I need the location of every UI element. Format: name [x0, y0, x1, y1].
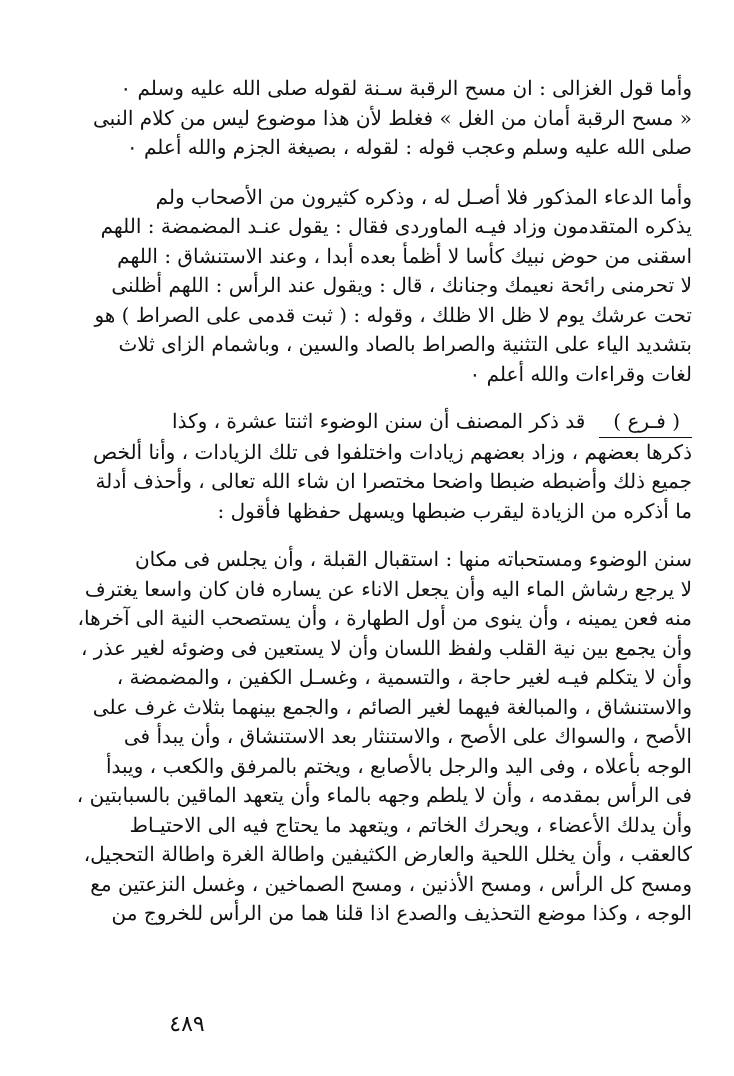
text-line: وأما الدعاء المذكور فلا أصـل له ، وذكره كثيرون من الأصحاب ولم: [155, 184, 692, 209]
text-line: ما أذكره من الزيادة ليقرب ضبطها ويسهل حفظها فأقول :: [217, 498, 692, 523]
paragraph-dua: [72, 183, 692, 390]
text-line: والاستنشاق ، والمبالغة فيهما لغير الصائم ، والجمع بينهما بثلاث غرف على: [92, 694, 692, 719]
text-line: كالعقب ، وأن يخلل اللحية والعارض الكثيفين واطالة الغرة واطالة التحجيل،: [83, 842, 692, 866]
far-first-line-text: قد ذكر المصنف أن سنن الوضوء اثنتا عشرة ، وكذا: [172, 409, 586, 433]
text-line: اسقنى من حوض نبيك كأسا لا أظمأ بعده أبدا ، وعند الاستنشاق : اللهم: [117, 243, 692, 268]
text-line: بتشديد الياء على التثنية والصراط بالصاد والسين ، وباشمام الزاى ثلاث: [118, 332, 692, 356]
text-line: وأن يجمع بين نية القلب ولفظ اللسان وأن لا يستعين فى وضوئه لغير عذر ،: [80, 635, 692, 660]
paragraph-sunan: [72, 545, 692, 929]
text-line: لا يرجع رشاش الماء اليه وأن يجعل الاناء عن يساره فان كان واسعا يغترف: [84, 576, 692, 601]
text-line: وأن يدلك الأعضاء ، ويحرك الخاتم ، ويتعهد ما يحتاج فيه الى الاحتيـاط: [129, 812, 692, 837]
text-line: وأما قول الغزالى : ان مسح الرقبة سـنة لقوله صلى الله عليه وسلم ٠: [120, 76, 692, 100]
text-line: منه فعن يمينه ، وأن ينوى من أول الطهارة ، وأن يستصحب النية الى آخرها،: [77, 606, 692, 630]
text-line: ومسح كل الرأس ، ومسح الأذنين ، ومسح الصماخين ، وغسل النزعتين مع: [90, 871, 692, 896]
text-line: الوجه ، وكذا موضع التحذيف والصدع اذا قلنا هما من الرأس للخروج من: [111, 901, 692, 925]
text-line: الوجه بأعلاه ، وفى اليد والرجل بالأصابع ، ويختم بالمرفق والكعب ، ويبدأ: [105, 753, 692, 778]
paragraph-ghazali: [72, 74, 692, 163]
text-line: الأصح ، والسواك على الأصح ، والاستنثار بعد الاستنشاق ، وأن يبدأ فى: [123, 724, 692, 748]
text-line: يذكره المتقدمون وزاد فيـه الماوردى فقال : يقول عنـد المضمضة : اللهم: [100, 214, 692, 238]
text-line: جميع ذلك وأضبطه ضبطا واضحا مختصرا ان شاء الله تعالى ، وأحذف أدلة: [95, 469, 692, 493]
text-line: ذكرها بعضهم ، وزاد بعضهم زيادات واختلفوا فى تلك الزيادات ، وأنا ألخص: [93, 439, 692, 464]
text-line: لغات وقراءات والله أعلم ٠: [469, 361, 692, 386]
text-line: لا تحرمنى رائحة نعيمك وجنانك ، قال : ويقول عند الرأس : اللهم أظلنى: [111, 273, 692, 297]
text-line: سنن الوضوء ومستحباته منها : استقبال القبلة ، وأن يجلس فى مكان: [134, 547, 692, 571]
text-line: تحت عرشك يوم لا ظل الا ظلك ، وقوله : ( ثبت قدمى على الصراط ) هو: [94, 302, 692, 327]
text-line: فى الرأس بمقدمه ، وأن لا يلطم وجهه بالماء وأن يتعهد الماقين بالسبابتين ،: [76, 783, 692, 807]
page-text: [72, 74, 692, 929]
paragraph-far: [72, 407, 692, 526]
text-line: [72, 407, 692, 438]
section-label-far: ( فـرع ): [599, 407, 692, 438]
page-number: ٤٨٩: [169, 1012, 205, 1037]
text-line: وأن لا يتكلم فيـه لغير حاجة ، والتسمية ، وغسـل الكفين ، والمضمضة ،: [116, 665, 692, 689]
text-line: « مسح الرقبة أمان من الغل » فغلط لأن هذا موضوع ليس من كلام النبى: [93, 105, 692, 130]
text-line: صلى الله عليه وسلم وعجب قوله : لقوله ، بصيغة الجزم والله أعلم ٠: [126, 135, 692, 159]
